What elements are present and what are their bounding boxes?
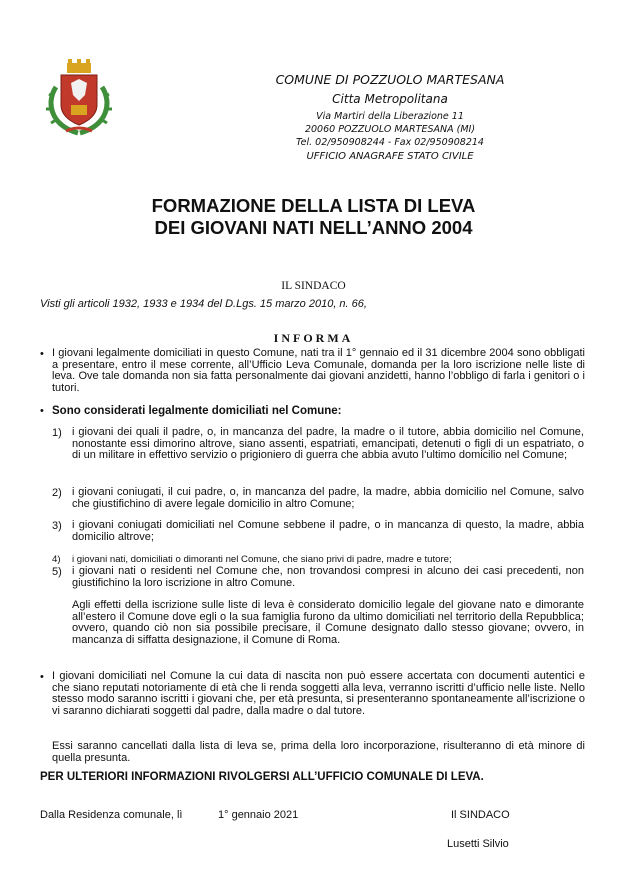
visti-articoli: Visti gli articoli 1932, 1933 e 1934 del D.Lgs. 15 marzo 2010, n. 66, — [40, 298, 367, 310]
phone-fax: Tel. 02/950908244 - Fax 02/950908214 — [296, 137, 484, 148]
item-number: 4) — [52, 554, 61, 565]
bullet-icon: • — [40, 348, 44, 360]
item-text: i giovani coniugati, il cui padre, o, in mancanza del padre, la madre, abbia domicilio nel Comune, salvo che giustifichino di avere legale domicilio in altro Comune; — [72, 486, 584, 510]
comune-name: COMUNE DI POZZUOLO MARTESANA — [275, 72, 505, 87]
item-text: i giovani nati o residenti nel Comune che, non trovandosi compresi in alcuno dei casi precedenti, non giustifichino la loro iscrizione in altro Comune. — [72, 565, 584, 589]
info-notice: PER ULTERIORI INFORMAZIONI RIVOLGERSI ALL’UFFICIO COMUNALE DI LEVA. — [40, 771, 484, 783]
informa-heading: INFORMA — [273, 331, 354, 345]
sindaco-signature-title: Il SINDACO — [451, 809, 510, 821]
paragraph-ufficio: I giovani domiciliati nel Comune la cui data di nascita non può essere accertata con documenti autentici e che siano reputati notoriamente di età che li renda soggetti alla leva, verranno iscritti d’ufficio nelle liste. Nello stesso modo saranno iscritti i giovani che, per età presunta, si presenteranno spontaneamente all’iscrizione o vi saranno dichiarati soggetti dal padre, dalla madre o dal tutore. — [52, 670, 585, 717]
bullet-icon: • — [40, 671, 44, 683]
item-number: 2) — [52, 487, 62, 499]
municipal-crest — [44, 57, 114, 137]
paragraph-obbligo: I giovani legalmente domiciliati in questo Comune, nati tra il 1° gennaio ed il 31 dicembre 2004 sono obbligati a presentare, entro il mese corrente, all’Ufficio Leva Comunale, domanda per la loro iscrizione nelle liste di leva. Ove tale domanda non sia fatta personalmente dai giovani anzidetti, hanno l’obbligo di farla i genitori o i tutori. — [52, 347, 585, 394]
title-line-2: DEI GIOVANI NATI NELL’ANNO 2004 — [154, 217, 473, 238]
paragraph-cancellati: Essi saranno cancellati dalla lista di leva se, prima della loro incorporazione, risulteranno di età minore di quella presunta. — [52, 740, 585, 764]
postal-city: 20060 POZZUOLO MARTESANA (MI) — [304, 124, 476, 135]
item-number: 5) — [52, 566, 62, 578]
item-number: 1) — [52, 427, 62, 439]
title-line-1: FORMAZIONE DELLA LISTA DI LEVA — [151, 195, 476, 216]
office-name: UFFICIO ANAGRAFE STATO CIVILE — [306, 151, 474, 162]
item-text: i giovani coniugati domiciliati nel Comune sebbene il padre, o in mancanza di questo, la madre, abbia domicilio altrove; — [72, 519, 584, 543]
il-sindaco-heading: IL SINDACO — [281, 280, 346, 292]
domiciliati-heading: Sono considerati legalmente domiciliati nel Comune: — [52, 405, 342, 417]
paragraph-estero: Agli effetti della iscrizione sulle liste di leva è considerato domicilio legale del giovane nato e dimorante all’estero il Comune dove egli o la sua famiglia furono da ultimo domiciliati nel territorio della Repubblica; ovvero, quando ciò non sia possibile precisare, il Comune designato dallo stesso giovane; ovvero, in mancanza di siffatta designazione, il Comune di Roma. — [72, 599, 584, 646]
bullet-icon: • — [40, 405, 44, 417]
item-number: 3) — [52, 520, 62, 532]
address: Via Martiri della Liberazione 11 — [316, 111, 464, 122]
date: 1° gennaio 2021 — [218, 809, 299, 821]
item-text: i giovani nati, domiciliati o dimoranti nel Comune, che siano privi di padre, madre e tutore; — [72, 554, 452, 565]
citta-metropolitana: Citta Metropolitana — [332, 92, 448, 106]
residenza-label: Dalla Residenza comunale, lì — [40, 809, 183, 821]
sindaco-name: Lusetti Silvio — [447, 838, 509, 850]
item-text: i giovani dei quali il padre, o, in mancanza del padre, la madre o il tutore, abbia domicilio nel Comune, nonostante essi dimorino altrove, siano assenti, espatriati, emancipati, detenuti o figli di un espatriato, o di un militare in effettivo servizio o prigioniero di guerra che abbia avuto l’ultimo domicilio nel Comune; — [72, 426, 584, 461]
